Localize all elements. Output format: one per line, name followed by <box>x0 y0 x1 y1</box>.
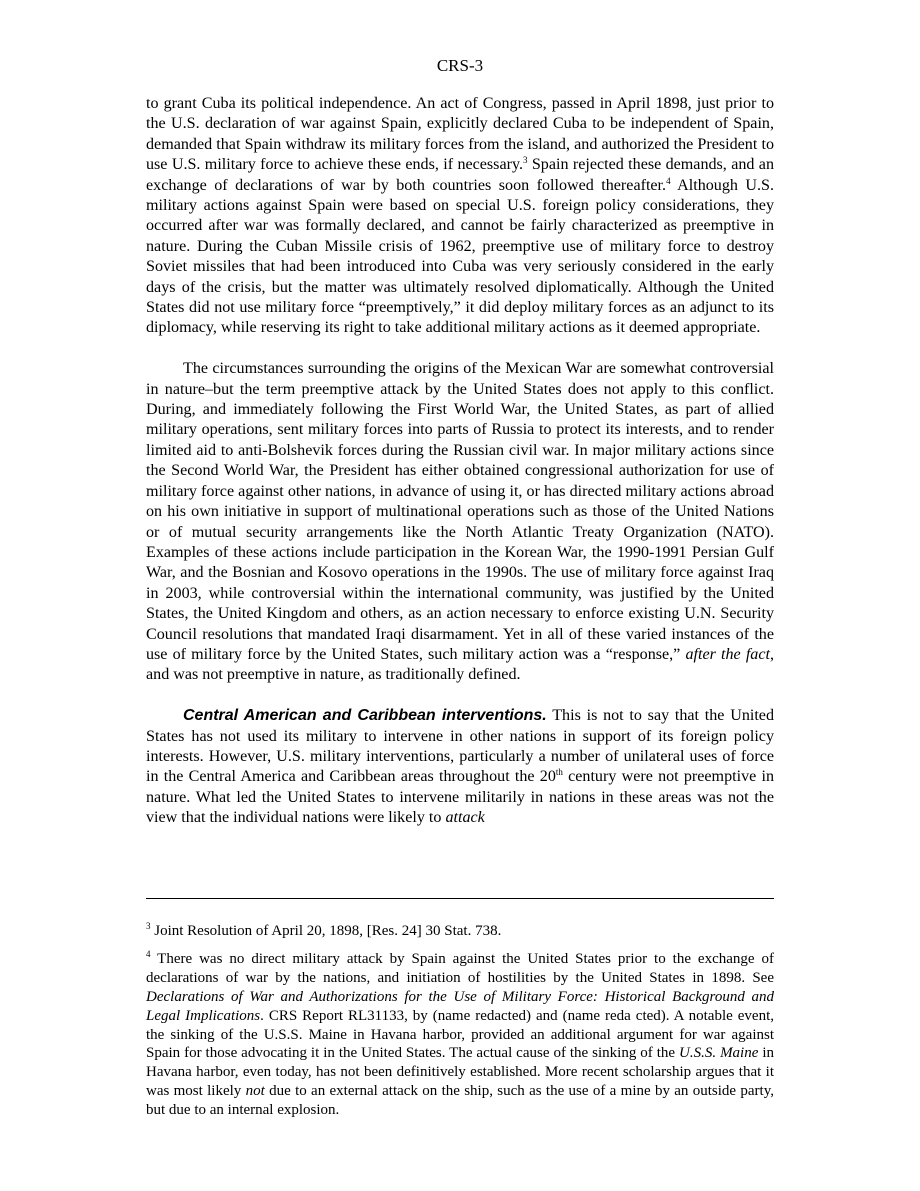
paragraph-3-italic: attack <box>445 809 485 827</box>
paragraph-3-text-b: century were not preemptive in nature. What led the United States to intervene militarily in nations in these areas was not the view that the individual nations were likely to <box>146 768 774 827</box>
footnotes <box>146 922 774 1120</box>
footnote-4-ship-name: U.S.S. Maine <box>679 1045 759 1062</box>
footnote-divider <box>146 898 774 899</box>
paragraph-1-text-a: to grant Cuba its political independence. An act of Congress, passed in April 1898, just prior to the U.S. declaration of war against Spain, explicitly declared Cuba to be independent of Spain, demanded that Spain withdraw its military forces from the island, and authorized the President to use U.S. military force to achieve these ends, if necessary. <box>146 95 774 174</box>
ordinal-superscript: th <box>555 767 563 778</box>
footnote-4 <box>146 950 774 1120</box>
paragraph-2-italic: after the fact <box>685 645 770 663</box>
paragraph-2-text-a: The circumstances surrounding the origins of the Mexican War are somewhat controversial in nature–but the term preemptive attack by the United States does not apply to this conflict. During, and immediately following the First World War, the United States, as part of allied military operations, sent military forces into parts of Russia to protect its interests, and to render limited aid to anti-Bolshevik forces during the Russian civil war. In major military actions since the Second World War, the President has either obtained congressional authorization for use of military force against other nations, in advance of using it, or has directed military actions abroad on his own initiative in support of multinational operations such as those of the United Nations or of mutual security arrangements like the North Atlantic Treaty Organization (NATO). Examples of these actions include participation in the Korean War, the 1990-1991 Persian Gulf War, and the Bosnian and Kosovo operations in the 1990s. The use of military force against Iraq in 2003, while controversial within the international community, was justified by the United States, the United Kingdom and others, as an action necessary to enforce existing U.N. Security Council resolutions that mandated Iraqi disarmament. Yet in all of these varied instances of the use of military force by the United States, such military action was a “response,” <box>146 360 774 663</box>
paragraph-3 <box>146 706 774 828</box>
page-number: CRS-3 <box>436 56 484 75</box>
paragraph-1 <box>146 94 774 339</box>
footnote-4-text-d: due to an external attack on the ship, such as the use of a mine by an outside party, but due to an internal explosion. <box>146 1083 774 1119</box>
paragraph-1-text-c: Although U.S. military actions against Spain were based on special U.S. foreign policy considerations, they occurred after war was formally declared, and cannot be fairly characterized as preemptive in nature. During the Cuban Missile crisis of 1962, preemptive use of military force to destroy Soviet missiles that had been introduced into Cuba was very seriously considered in the early days of the crisis, but the matter was ultimately resolved diplomatically. Although the United States did not use military force “preemptively,” it did deploy military forces as an adjunct to its diplomacy, while reserving its right to take additional military actions as it deemed appropriate. <box>146 176 774 337</box>
footnote-3 <box>146 922 774 941</box>
paragraph-2-text-b: , and was not preemptive in nature, as traditionally defined. <box>146 645 774 684</box>
paragraph-2 <box>146 359 774 686</box>
footnote-3-mark: 3 <box>146 921 151 931</box>
footnote-ref-3: 3 <box>522 155 528 166</box>
body-text <box>146 94 774 829</box>
footnote-4-text-c: in Havana harbor, even today, has not been definitively established. More recent scholarship argues that it was most likely <box>146 1045 775 1100</box>
footnote-4-italic-not: not <box>245 1083 265 1100</box>
footnote-4-text-b: . CRS Report RL31133, by (name redacted) and (name reda cted). A notable event, the sinking of the U.S.S. Maine in Havana harbor, provided an additional argument for war against Spain for those advocating it in the United States. The actual cause of the sinking of the <box>146 1007 774 1062</box>
footnote-4-mark: 4 <box>146 948 151 959</box>
footnote-ref-4: 4 <box>666 175 671 186</box>
footnote-3-text: Joint Resolution of April 20, 1898, [Res. 24] 30 Stat. 738. <box>150 923 502 939</box>
section-heading: Central American and Caribbean interventions. <box>183 707 547 725</box>
footnote-4-report-title: Declarations of War and Authorizations for the Use of Military Force: Historical Background and Legal Implications <box>146 988 774 1024</box>
paragraph-3-text-a: This is not to say that the United States has not used its military to intervene in other nations in support of its foreign policy interests. However, U.S. military interventions, particularly a number of unilateral uses of force in the Central America and Caribbean areas throughout the 20 <box>146 707 774 786</box>
paragraph-1-text-b: Spain rejected these demands, and an exchange of declarations of war by both countries soon followed thereafter. <box>146 156 774 194</box>
footnote-4-text-a: There was no direct military attack by Spain against the United States prior to the exchange of declarations of war by the nations, and initiation of hostilities by the United States in 1898. See <box>146 950 774 986</box>
